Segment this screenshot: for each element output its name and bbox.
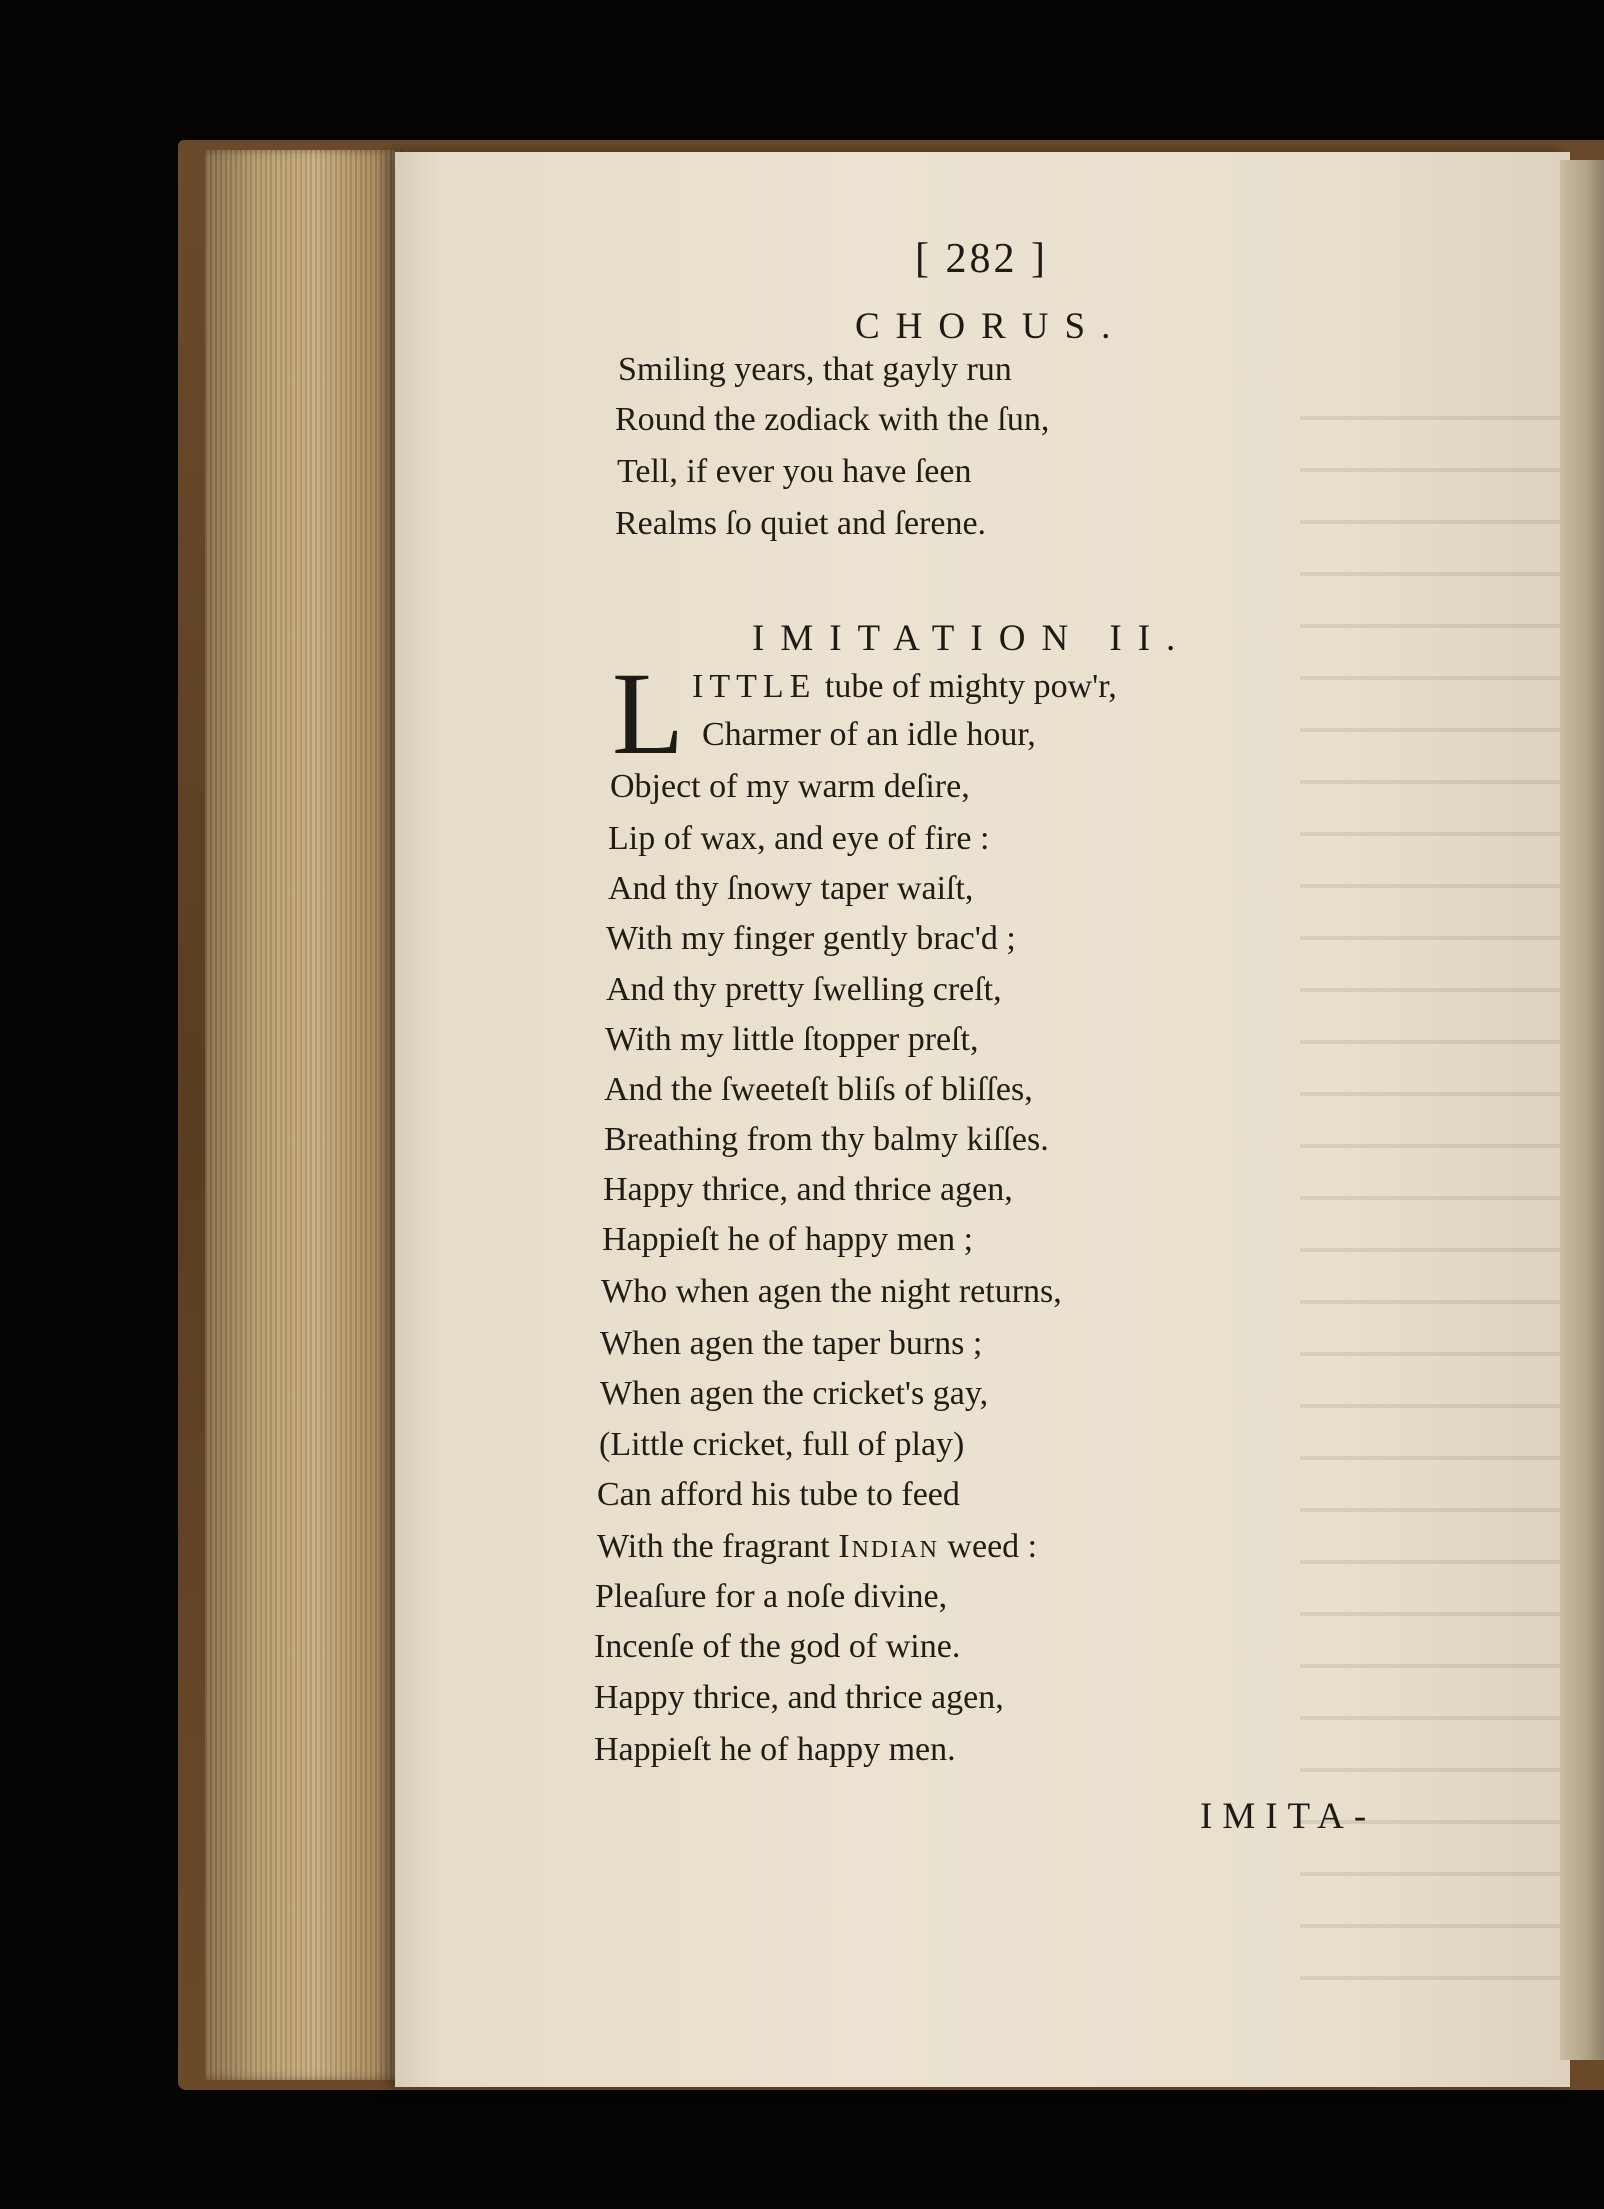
verse-line: With my little ſtopper preſt, bbox=[605, 1021, 979, 1058]
page-number: [ 282 ] bbox=[915, 236, 1048, 282]
chorus-line: Realms ſo quiet and ſerene. bbox=[615, 505, 987, 542]
drop-cap: L bbox=[612, 648, 685, 779]
verse-line: Breathing from thy balmy kiſſes. bbox=[604, 1121, 1049, 1158]
facing-page-edge bbox=[1560, 160, 1604, 2060]
first-word-caps: ITTLE bbox=[692, 668, 817, 705]
show-through-text bbox=[1300, 380, 1560, 1980]
verse-line: Incenſe of the god of wine. bbox=[594, 1628, 961, 1665]
verse-line: With my finger gently brac'd ; bbox=[606, 920, 1016, 957]
catchword: IMITA- bbox=[1200, 1796, 1377, 1837]
chorus-line: Round the zodiack with the ſun, bbox=[615, 401, 1050, 438]
verse-text: With the fragrant bbox=[597, 1528, 839, 1565]
verse-line: Who when agen the night returns, bbox=[601, 1273, 1062, 1310]
verse-line: Happy thrice, and thrice agen, bbox=[594, 1679, 1004, 1716]
chorus-heading: CHORUS. bbox=[855, 306, 1127, 347]
verse-line: And the ſweeteſt bliſs of bliſſes, bbox=[604, 1071, 1033, 1108]
verse-line: Happieſt he of happy men. bbox=[594, 1731, 956, 1768]
verse-smallcaps-word: Indian bbox=[838, 1528, 939, 1565]
first-verse-line bbox=[692, 670, 1117, 704]
verse-line: Happieſt he of happy men ; bbox=[602, 1221, 974, 1258]
verse-line: When agen the cricket's gay, bbox=[600, 1375, 989, 1412]
verse-line: Can afford his tube to feed bbox=[597, 1476, 960, 1513]
verse-line: Pleaſure for a noſe divine, bbox=[595, 1578, 948, 1615]
verse-line-indian bbox=[597, 1530, 1037, 1564]
second-verse-line: Charmer of an idle hour, bbox=[702, 716, 1036, 753]
chorus-line: Smiling years, that gayly run bbox=[618, 351, 1012, 388]
verse-line: And thy pretty ſwelling creſt, bbox=[606, 971, 1002, 1008]
first-line-rest: tube of mighty pow'r, bbox=[816, 668, 1117, 705]
chorus-line: Tell, if ever you have ſeen bbox=[617, 453, 972, 490]
verse-text: weed : bbox=[938, 1528, 1038, 1565]
verse-line: Lip of wax, and eye of fire : bbox=[608, 820, 990, 857]
imitation-heading: IMITATION II. bbox=[752, 618, 1192, 659]
verse-line: (Little cricket, full of play) bbox=[599, 1426, 965, 1463]
verse-line: Object of my warm deſire, bbox=[610, 768, 970, 805]
verse-line: And thy ſnowy taper waiſt, bbox=[608, 870, 974, 907]
verse-line: When agen the taper burns ; bbox=[600, 1325, 983, 1362]
page-stack-edge bbox=[205, 150, 405, 2080]
verse-line: Happy thrice, and thrice agen, bbox=[603, 1171, 1013, 1208]
